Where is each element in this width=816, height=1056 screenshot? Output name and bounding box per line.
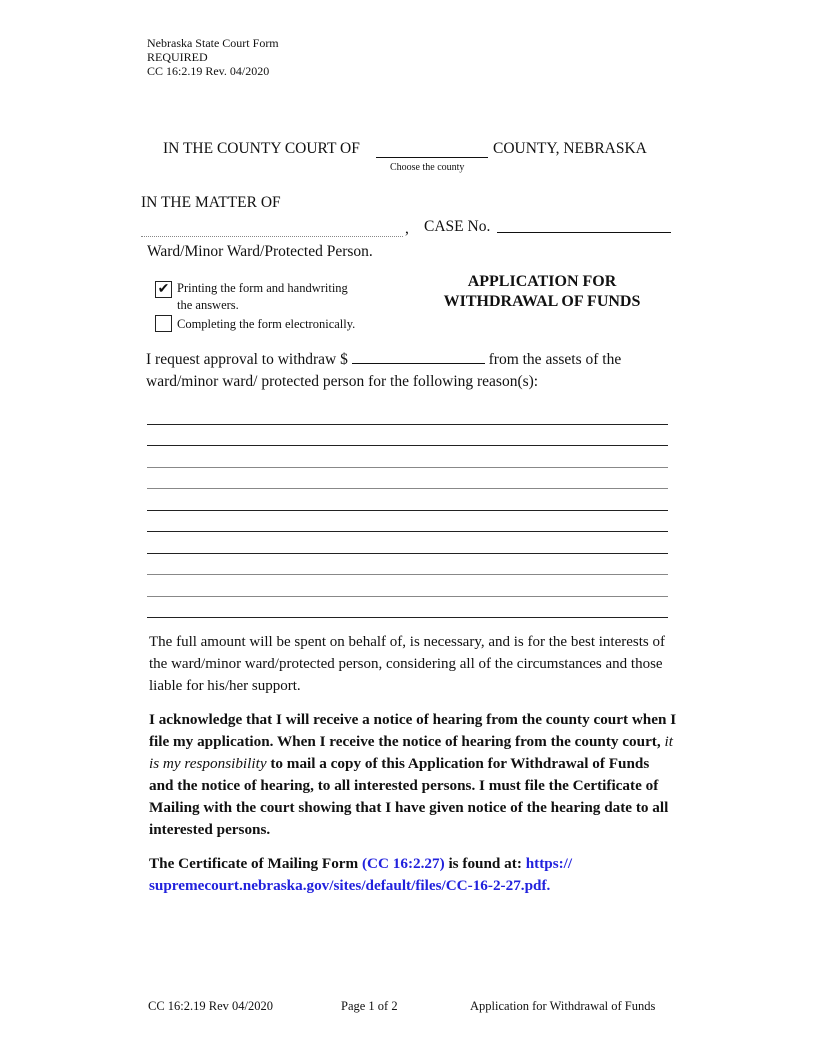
reason-line[interactable]: [147, 510, 668, 511]
county-field[interactable]: [376, 157, 488, 158]
print-option-checkbox[interactable]: [155, 281, 172, 298]
request-text-1: I request approval to withdraw $: [146, 351, 348, 368]
print-option-label: [177, 280, 348, 314]
header-line-3: CC 16:2.19 Rev. 04/2020: [147, 64, 270, 78]
reason-line[interactable]: [147, 617, 668, 618]
matter-comma: ,: [405, 220, 409, 237]
case-number-field[interactable]: [497, 232, 671, 233]
ack-text-1: I acknowledge that I will receive a notice of hearing from the county court when I file my application. When I receive the notice of hearing from the county court,: [149, 711, 677, 750]
reason-line[interactable]: [147, 488, 668, 489]
amount-field[interactable]: [352, 349, 485, 364]
case-number-label: CASE No.: [424, 218, 491, 235]
title-line-2: WITHDRAWAL OF FUNDS: [443, 293, 641, 310]
footer-form-id: CC 16:2.19 Rev 04/2020: [148, 999, 274, 1013]
reason-line[interactable]: [147, 596, 668, 597]
court-prefix: IN THE COUNTY COURT OF: [163, 140, 360, 157]
cert-text-1: The Certificate of Mailing Form: [149, 855, 359, 872]
footer-form-title: Application for Withdrawal of Funds: [470, 999, 656, 1013]
cert-form-code-link[interactable]: (CC 16:2.27): [361, 855, 445, 872]
footer-page-number: Page 1 of 2: [341, 999, 398, 1013]
reason-line[interactable]: [147, 531, 668, 532]
request-paragraph: [146, 349, 676, 393]
electronic-option-label: Completing the form electronically.: [177, 317, 356, 331]
request-text-2: from the assets of the ward/minor ward/ protected person for the following reason(s):: [146, 351, 622, 390]
checkmark-icon: ✔: [157, 281, 170, 297]
cert-url-link[interactable]: https:// supremecourt.nebraska.gov/sites/default/files/CC-16-2-27.pdf.: [149, 855, 573, 894]
county-hint: Choose the county: [390, 162, 465, 173]
matter-label: IN THE MATTER OF: [141, 194, 281, 211]
reason-line[interactable]: [147, 467, 668, 468]
cert-text-2: is found at:: [448, 855, 522, 872]
header-line-1: Nebraska State Court Form: [147, 36, 279, 50]
ack-emphasis: it is my responsibility: [149, 733, 673, 772]
ward-name-field[interactable]: [141, 236, 403, 237]
spending-statement: The full amount will be spent on behalf of, is necessary, and is for the best interests of the ward/minor ward/protected person, considering all of the circumstances and those liable for his/her support.: [149, 634, 665, 694]
acknowledgement-statement: [149, 709, 677, 841]
reason-line[interactable]: [147, 445, 668, 446]
title-line-1: APPLICATION FOR: [467, 273, 617, 290]
ack-text-2: to mail a copy of this Application for Withdrawal of Funds and the notice of hearing, to all interested persons. I must file the Certificate of Mailing with the court showing that I have given notice of the hearing date to all interested persons.: [149, 755, 669, 838]
form-header: [147, 36, 279, 78]
print-option-line-2: the answers.: [177, 298, 239, 312]
certificate-info: [149, 853, 677, 897]
reason-line[interactable]: [147, 553, 668, 554]
electronic-option-checkbox[interactable]: [155, 315, 172, 332]
court-suffix: COUNTY, NEBRASKA: [493, 140, 647, 157]
form-title: [420, 272, 664, 312]
header-line-2: REQUIRED: [147, 50, 208, 64]
reason-line[interactable]: [147, 574, 668, 575]
reason-line[interactable]: [147, 424, 668, 425]
print-option-line-1: Printing the form and handwriting: [177, 281, 348, 295]
ward-label: Ward/Minor Ward/Protected Person.: [147, 243, 373, 260]
